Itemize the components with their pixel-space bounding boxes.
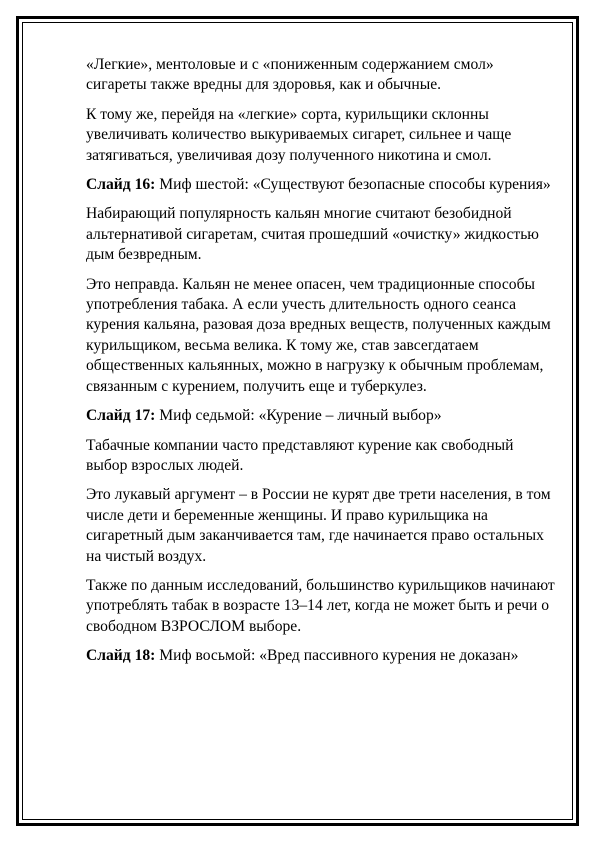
slide-label: Слайд 16: [86, 176, 156, 194]
slide-17-heading [86, 406, 556, 426]
slide-label: Слайд 18: [86, 647, 156, 665]
paragraph-text: Это лукавый аргумент – в России не курят две трети населения, в том числе дети и беременные женщины. И право курильщика на сигаретный дым заканчивается там, где начинается право остальных на чистый воздух. [86, 486, 551, 565]
paragraph-light-cigarettes [86, 55, 556, 96]
paragraph-text: Набирающий популярность кальян многие считают безобидной альтернативой сигаретам, считая прошедший «очистку» жидкостью дым безвредным. [86, 205, 539, 264]
paragraph-text: «Легкие», ментоловые и с «пониженным содержанием смол» сигареты также вредны для здоровья, как и обычные. [86, 56, 494, 94]
slide-16-heading [86, 175, 556, 195]
paragraph-text: Это неправда. Кальян не менее опасен, чем традиционные способы употребления табака. А если учесть длительность одного сеанса курения кальяна, разовая доза вредных веществ, полученных каждым курильщиком, весьма велика. К тому же, став завсегдатаем общественных кальянных, можно в нагрузку к обычным проблемам, связанным с курением, получить еще и туберкулез. [86, 275, 551, 395]
slide-title: Миф восьмой: «Вред пассивного курения не доказан» [155, 647, 519, 665]
slide-18-heading [86, 646, 556, 666]
paragraph-hookah-popular [86, 204, 556, 265]
paragraph-text: К тому же, перейдя на «легкие» сорта, курильщики склонны увеличивать количество выкуриваемых сигарет, сильнее и чаще затягиваться, увеличивая дозу полученного никотина и смол. [86, 105, 512, 164]
paragraph-sly-argument [86, 485, 556, 567]
document-body [86, 55, 556, 676]
paragraph-text: Также по данным исследований, большинство курильщиков начинают употреблять табак в возрасте 13–14 лет, когда не может быть и речи о свободном ВЗРОСЛОМ выборе. [86, 576, 555, 635]
paragraph-hookah-danger [86, 275, 556, 397]
paragraph-tobacco-companies [86, 436, 556, 477]
slide-title: Миф седьмой: «Курение – личный выбор» [155, 407, 442, 425]
paragraph-text: Табачные компании часто представляют курение как свободный выбор взрослых людей. [86, 436, 514, 474]
paragraph-light-sorts [86, 105, 556, 166]
slide-title: Миф шестой: «Существуют безопасные способы курения» [155, 176, 551, 194]
slide-label: Слайд 17: [86, 407, 156, 425]
paragraph-research [86, 576, 556, 637]
